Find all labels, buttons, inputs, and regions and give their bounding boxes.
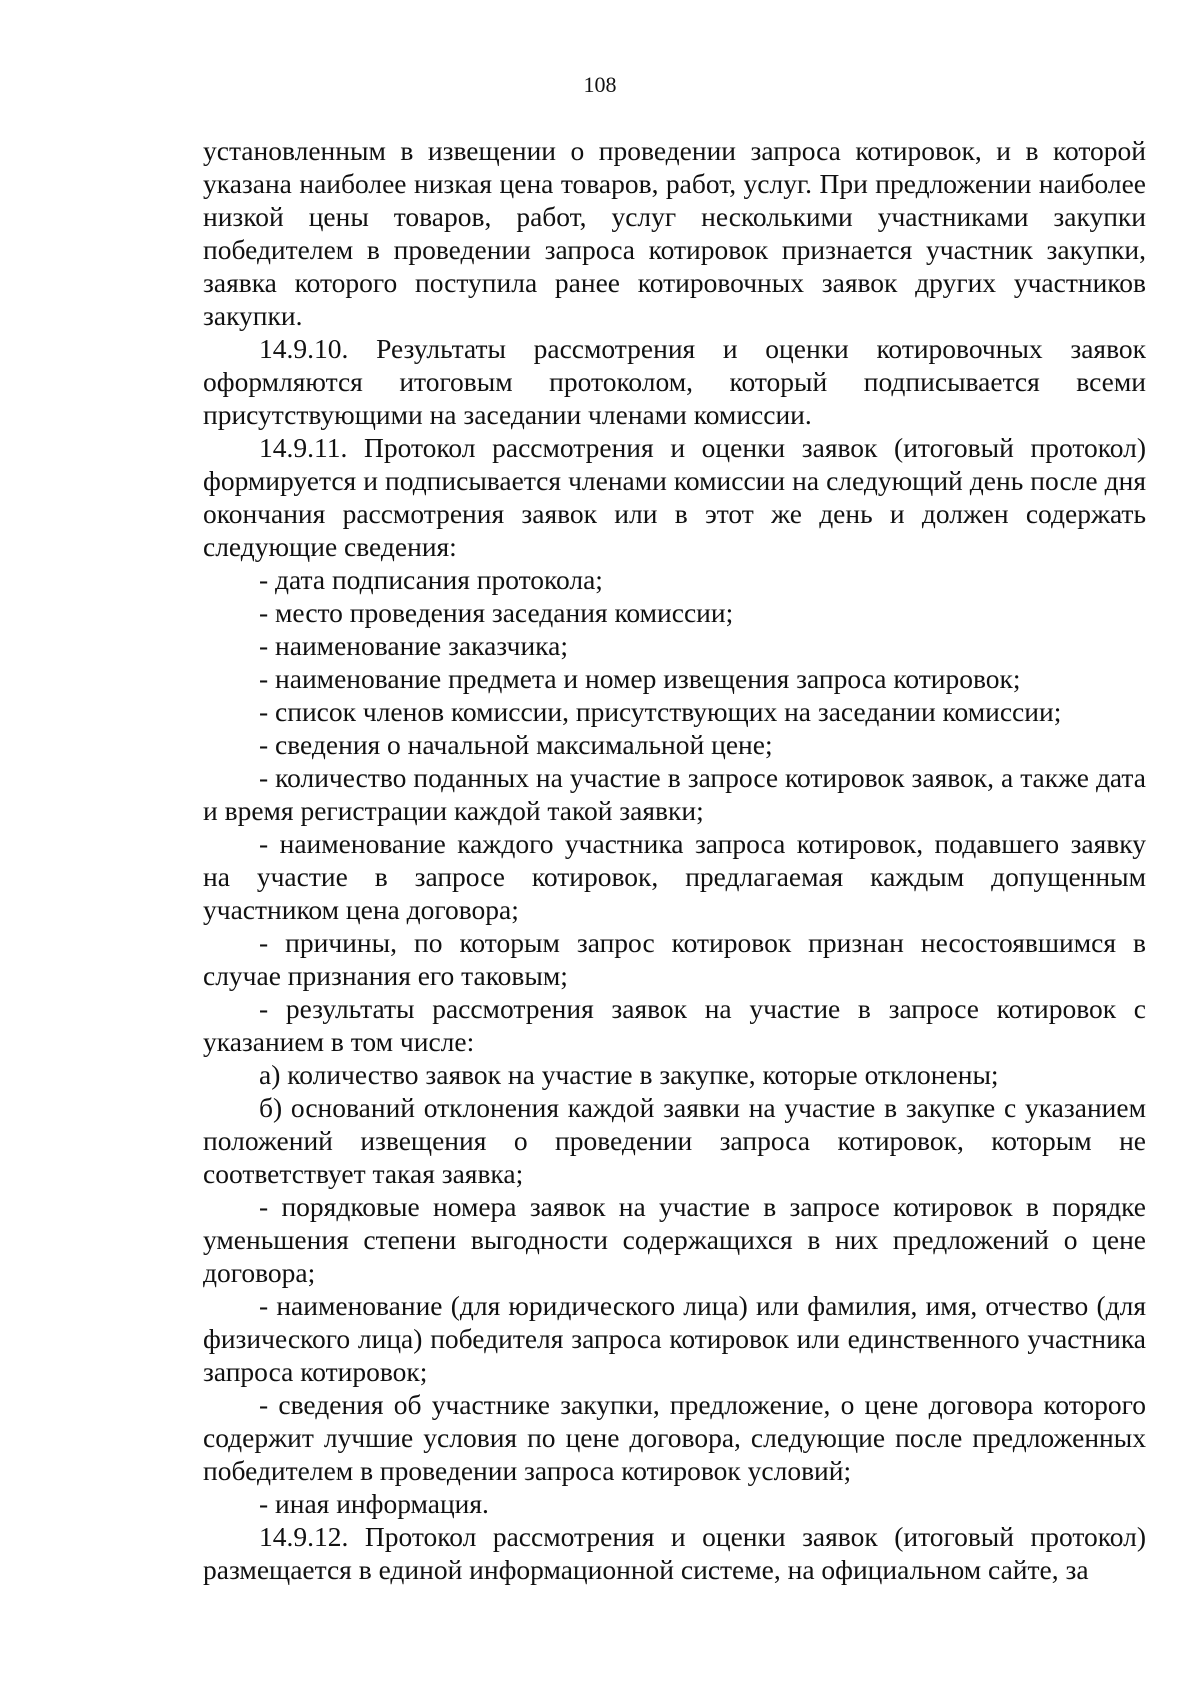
list-item: - порядковые номера заявок на участие в запросе котировок в порядке уменьшения степени выгодности содержащихся в них предложений о цене договора; [203, 1191, 1146, 1288]
paragraph-continuation: установленным в извещении о проведении запроса котировок, и в которой указана наиболее низкая цена товаров, работ, услуг. При предложении наиболее низкой цены товаров, работ, услуг несколькими участниками закупки победителем в проведении запроса котировок признается участник закупки, заявка которого поступила ранее котировочных заявок других участников закупки. [203, 135, 1146, 331]
list-item: - количество поданных на участие в запросе котировок заявок, а также дата и время регистрации каждой такой заявки; [203, 762, 1146, 826]
list-item: - сведения об участнике закупки, предложение, о цене договора которого содержит лучшие условия по цене договора, следующие после предложенных победителем в проведении запроса котировок условий; [203, 1389, 1146, 1486]
list-item: - сведения о начальной максимальной цене; [259, 729, 773, 760]
list-item: - наименование каждого участника запроса котировок, подавшего заявку на участие в запросе котировок, предлагаемая каждым допущенным участником цена договора; [203, 828, 1146, 925]
sub-list-item-a: а) количество заявок на участие в закупке, которые отклонены; [259, 1059, 999, 1090]
list-item: - список членов комиссии, присутствующих на заседании комиссии; [259, 696, 1062, 727]
list-item: - дата подписания протокола; [259, 564, 603, 595]
page-number: 108 [583, 72, 617, 97]
paragraph-14-9-10: 14.9.10. Результаты рассмотрения и оценки котировочных заявок оформляются итоговым протоколом, который подписывается всеми присутствующими на заседании членами комиссии. [203, 333, 1146, 430]
list-item: - иная информация. [259, 1488, 489, 1519]
list-item: - место проведения заседания комиссии; [259, 597, 734, 628]
list-item: - наименование предмета и номер извещения запроса котировок; [259, 663, 1021, 694]
paragraph-14-9-11: 14.9.11. Протокол рассмотрения и оценки заявок (итоговый протокол) формируется и подписывается членами комиссии на следующий день после дня окончания рассмотрения заявок или в этот же день и должен содержать следующие сведения: [203, 432, 1146, 562]
list-item: - наименование заказчика; [259, 630, 568, 661]
document-body [203, 134, 1146, 1586]
list-item: - наименование (для юридического лица) или фамилия, имя, отчество (для физического лица) победителя запроса котировок или единственного участника запроса котировок; [203, 1290, 1146, 1387]
list-item: - причины, по которым запрос котировок признан несостоявшимся в случае признания его таковым; [203, 927, 1146, 991]
list-item: - результаты рассмотрения заявок на участие в запросе котировок с указанием в том числе: [203, 993, 1146, 1057]
sub-list-item-b: б) оснований отклонения каждой заявки на участие в закупке с указанием положений извещения о проведении запроса котировок, которым не соответствует такая заявка; [203, 1092, 1146, 1189]
paragraph-14-9-12: 14.9.12. Протокол рассмотрения и оценки заявок (итоговый протокол) размещается в единой информационной системе, на официальном сайте, за [203, 1521, 1146, 1585]
